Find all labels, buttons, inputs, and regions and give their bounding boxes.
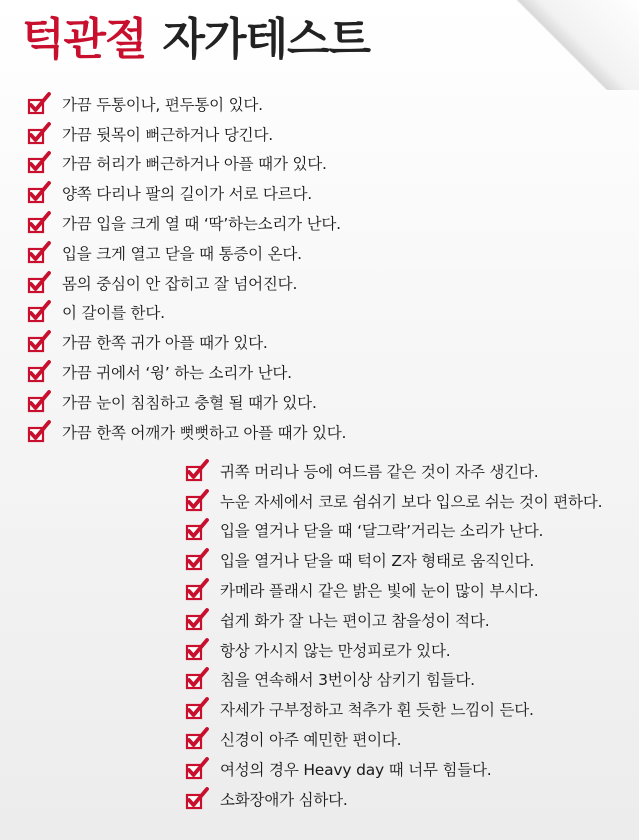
- checkmark-icon: [184, 548, 210, 572]
- checklist-item: [26, 387, 346, 417]
- checklist-item-text: 항상 가시지 않는 만성피로가 있다.: [220, 641, 451, 660]
- checklist-item: [26, 298, 346, 328]
- checklist-item: [184, 545, 602, 575]
- checklist-item: [184, 486, 602, 516]
- checkmark-icon: [184, 638, 210, 662]
- checklist-item: [184, 665, 602, 695]
- checklist-item-text: 가끔 눈이 침침하고 충혈 될 때가 있다.: [62, 393, 317, 412]
- checkmark-icon: [184, 489, 210, 513]
- checklist-item-text: 가끔 한쪽 어깨가 뻣뻣하고 아플 때가 있다.: [62, 423, 347, 442]
- checklist-item: [26, 208, 346, 238]
- checklist-item: [184, 754, 602, 784]
- checkmark-icon: [26, 390, 52, 414]
- checkmark-icon: [184, 459, 210, 483]
- checkmark-icon: [26, 420, 52, 444]
- checklist-item-text: 몸의 중심이 안 잡히고 잘 넘어진다.: [62, 274, 298, 293]
- checkmark-icon: [26, 271, 52, 295]
- checklist-item-text: 가끔 귀에서 ‘윙’ 하는 소리가 난다.: [62, 364, 292, 383]
- checkmark-icon: [184, 787, 210, 811]
- checklist-item-text: 귀쪽 머리나 등에 여드름 같은 것이 자주 생긴다.: [220, 462, 539, 481]
- checklist-item: [26, 327, 346, 357]
- checklist-item: [184, 724, 602, 754]
- page-title: [22, 10, 370, 70]
- checklist-item: [184, 635, 602, 665]
- checklist-primary: [26, 89, 346, 447]
- checklist-item-text: 이 갈이를 한다.: [62, 304, 165, 323]
- checkmark-icon: [184, 757, 210, 781]
- checklist-item: [26, 149, 346, 179]
- checklist-item: [184, 456, 602, 486]
- checklist-item: [26, 178, 346, 208]
- checklist-item-text: 카메라 플래시 같은 밝은 빛에 눈이 많이 부시다.: [220, 582, 539, 601]
- checklist-item-text: 자세가 구부정하고 척추가 휜 듯한 느낌이 든다.: [220, 701, 534, 720]
- checkmark-icon: [26, 300, 52, 324]
- checklist-item-text: 가끔 한쪽 귀가 아플 때가 있다.: [62, 334, 268, 353]
- checkmark-icon: [26, 122, 52, 146]
- checkmark-icon: [184, 608, 210, 632]
- checklist-secondary: [184, 456, 602, 814]
- checkmark-icon: [184, 697, 210, 721]
- checklist-item: [184, 575, 602, 605]
- checklist-item-text: 신경이 아주 예민한 편이다.: [220, 731, 402, 750]
- title-tmj: 턱관절: [22, 14, 147, 65]
- checkmark-icon: [26, 151, 52, 175]
- checkmark-icon: [184, 518, 210, 542]
- checkmark-icon: [184, 667, 210, 691]
- checklist-item: [184, 605, 602, 635]
- checklist-item-text: 가끔 입을 크게 열 때 ‘딱’하는소리가 난다.: [62, 215, 341, 234]
- checklist-item: [26, 238, 346, 268]
- title-self-test: 자가테스트: [162, 14, 371, 65]
- checkmark-icon: [26, 181, 52, 205]
- checklist-item: [184, 694, 602, 724]
- checkmark-icon: [184, 578, 210, 602]
- checkmark-icon: [26, 211, 52, 235]
- checkmark-icon: [26, 330, 52, 354]
- checklist-item-text: 쉽게 화가 잘 나는 편이고 참을성이 적다.: [220, 611, 490, 630]
- checkmark-icon: [26, 92, 52, 116]
- checklist-item: [26, 268, 346, 298]
- checklist-item: [184, 516, 602, 546]
- checklist-item-text: 누운 자세에서 코로 쉼쉬기 보다 입으로 쉬는 것이 편하다.: [220, 492, 603, 511]
- checklist-item-text: 여성의 경우 Heavy day 때 너무 힘들다.: [220, 760, 492, 779]
- checklist-item: [184, 784, 602, 814]
- checklist-item: [26, 417, 346, 447]
- checklist-item-text: 소화장애가 심하다.: [220, 790, 348, 809]
- page-curl-decoration: [509, 0, 639, 90]
- checkmark-icon: [26, 360, 52, 384]
- checklist-item: [26, 89, 346, 119]
- checkmark-icon: [184, 727, 210, 751]
- checklist-item: [26, 357, 346, 387]
- checkmark-icon: [26, 241, 52, 265]
- checklist-item-text: 침을 연속해서 3번이상 삼키기 힘들다.: [220, 671, 475, 690]
- checklist-item-text: 가끔 뒷목이 뻐근하거나 당긴다.: [62, 125, 273, 144]
- checklist-item-text: 가끔 두통이나, 편두통이 있다.: [62, 95, 263, 114]
- checklist-item: [26, 119, 346, 149]
- checklist-item-text: 입을 열거나 닫을 때 턱이 Z자 형태로 움직인다.: [220, 552, 535, 571]
- checklist-item-text: 입을 열거나 닫을 때 ‘달그락’거리는 소리가 난다.: [220, 522, 544, 541]
- checklist-item-text: 가끔 허리가 뻐근하거나 아플 때가 있다.: [62, 155, 327, 174]
- checklist-item-text: 양쪽 다리나 팔의 길이가 서로 다르다.: [62, 185, 312, 204]
- checklist-item-text: 입을 크게 열고 닫을 때 통증이 온다.: [62, 244, 302, 263]
